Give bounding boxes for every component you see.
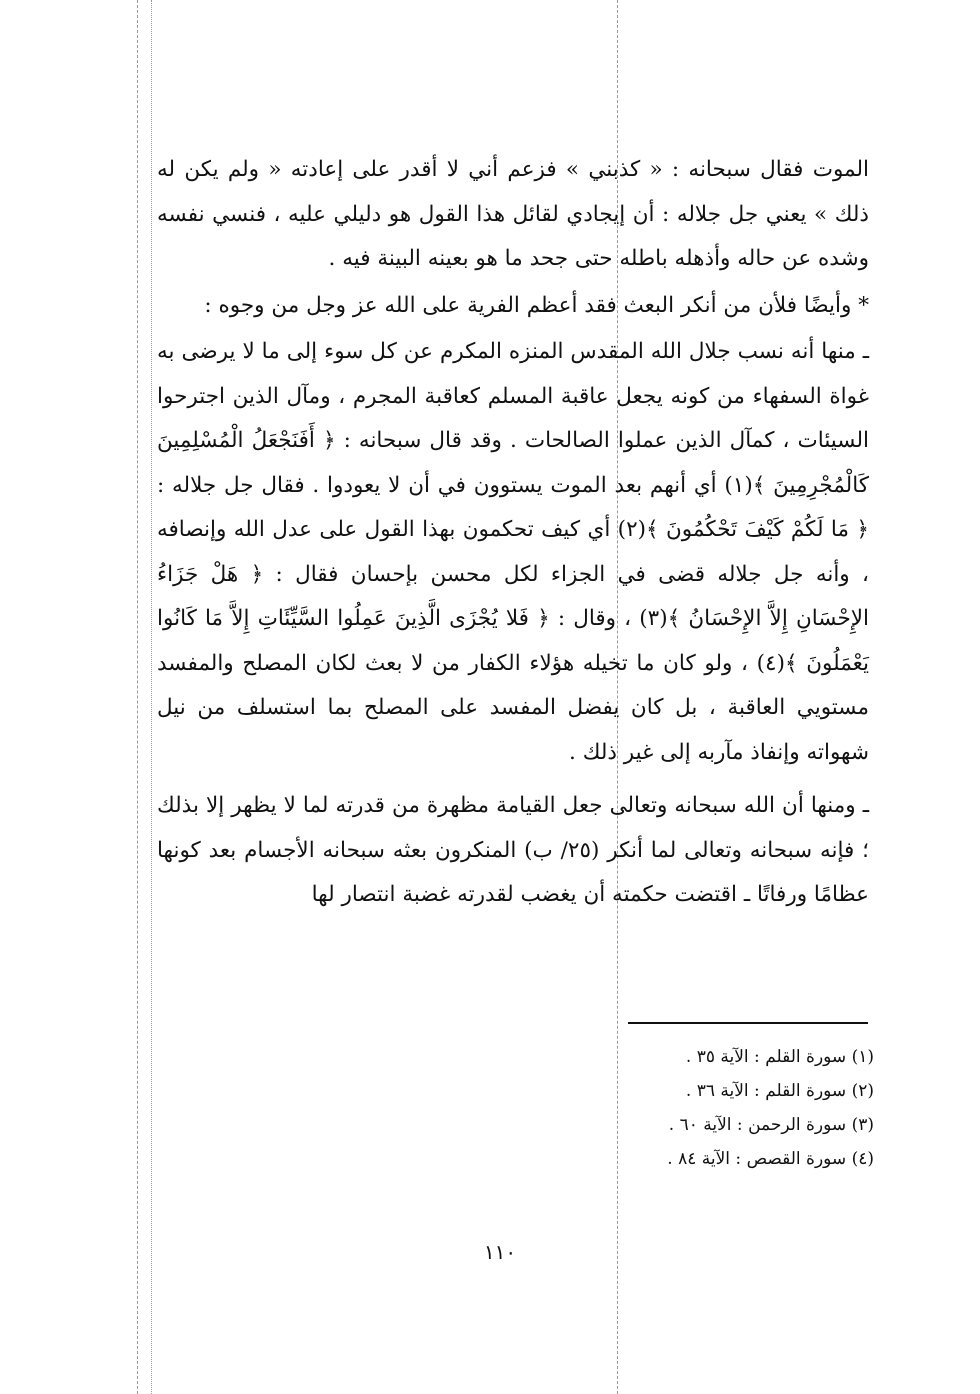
main-text [157, 148, 869, 918]
scan-fold-line [151, 0, 152, 1394]
page-number: ١١٠ [483, 1240, 517, 1264]
footnote: (١) سورة القلم : الآية ٣٥ . [685, 1047, 874, 1067]
paragraph: * وأيضًا فلأن من أنكر البعث فقد أعظم الفرية على الله عز وجل من وجوه : [204, 292, 869, 318]
footnote: (٣) سورة الرحمن : الآية ٦٠ . [668, 1115, 874, 1135]
footnote-divider [628, 1022, 868, 1024]
paragraph: ـ منها أنه نسب جلال الله المقدس المنزه المكرم عن كل سوء إلى ما لا يرضى به غواة السفهاء من كونه يجعل عاقبة المسلم كعاقبة المجرم ، ومآل الذين اجترحوا السيئات ، كمآل الذين عملوا الصالحات . وقد قال سبحانه : ﴿ أَفَنَجْعَلُ الْمُسْلِمِينَ كَالْمُجْرِمِينَ ﴾(١) أي أنهم بعد الموت يستوون في أن لا يعودوا . فقال جل جلاله : ﴿ مَا لَكُمْ كَيْفَ تَحْكُمُونَ ﴾(٢) أي كيف تحكمون بهذا القول على عدل الله وإنصافه ، وأنه جل جلاله قضى في الجزاء لكل محسن بإحسان فقال : ﴿ هَلْ جَزَاءُ الإِحْسَانِ إِلاَّ الإِحْسَانُ ﴾(٣) ، وقال : ﴿ فَلا يُجْزَى الَّذِينَ عَمِلُوا السَّيِّئَاتِ إِلاَّ مَا كَانُوا يَعْمَلُونَ ﴾(٤) ، ولو كان ما تخيله هؤلاء الكفار من لا بعث لكان المصلح والمفسد مستويي العاقبة ، بل كان يفضل المفسد على المصلح بما استسلف من نيل شهواته وإنفاذ مآربه إلى غير ذلك . [157, 339, 869, 765]
paragraph: ـ ومنها أن الله سبحانه وتعالى جعل القيامة مظهرة من قدرته لما لا يظهر إلا بذلك ؛ فإنه سبحانه وتعالى لما أنكر (٢٥/ ب) المنكرون بعثه سبحانه الأجسام بعد كونها عظامًا ورفاتًا ـ اقتضت حكمته أن يغضب لقدرته غضبة انتصار لها [157, 793, 870, 907]
footnote: (٤) سورة القصص : الآية ٨٤ . [667, 1149, 874, 1169]
footnote: (٢) سورة القلم : الآية ٣٦ . [685, 1081, 874, 1101]
footnotes-list [560, 1040, 874, 1176]
paragraph: الموت فقال سبحانه : « كذبني » فزعم أني لا أقدر على إعادته « ولم يكن له ذلك » يعني جل جلاله : أن إيجادي لقائل هذا القول هو دليلي عليه ، فنسي نفسه وشده عن حاله وأذهله باطله حتى جحد ما هو بعينه البينة فيه . [157, 157, 869, 271]
scan-fold-line [137, 0, 138, 1394]
